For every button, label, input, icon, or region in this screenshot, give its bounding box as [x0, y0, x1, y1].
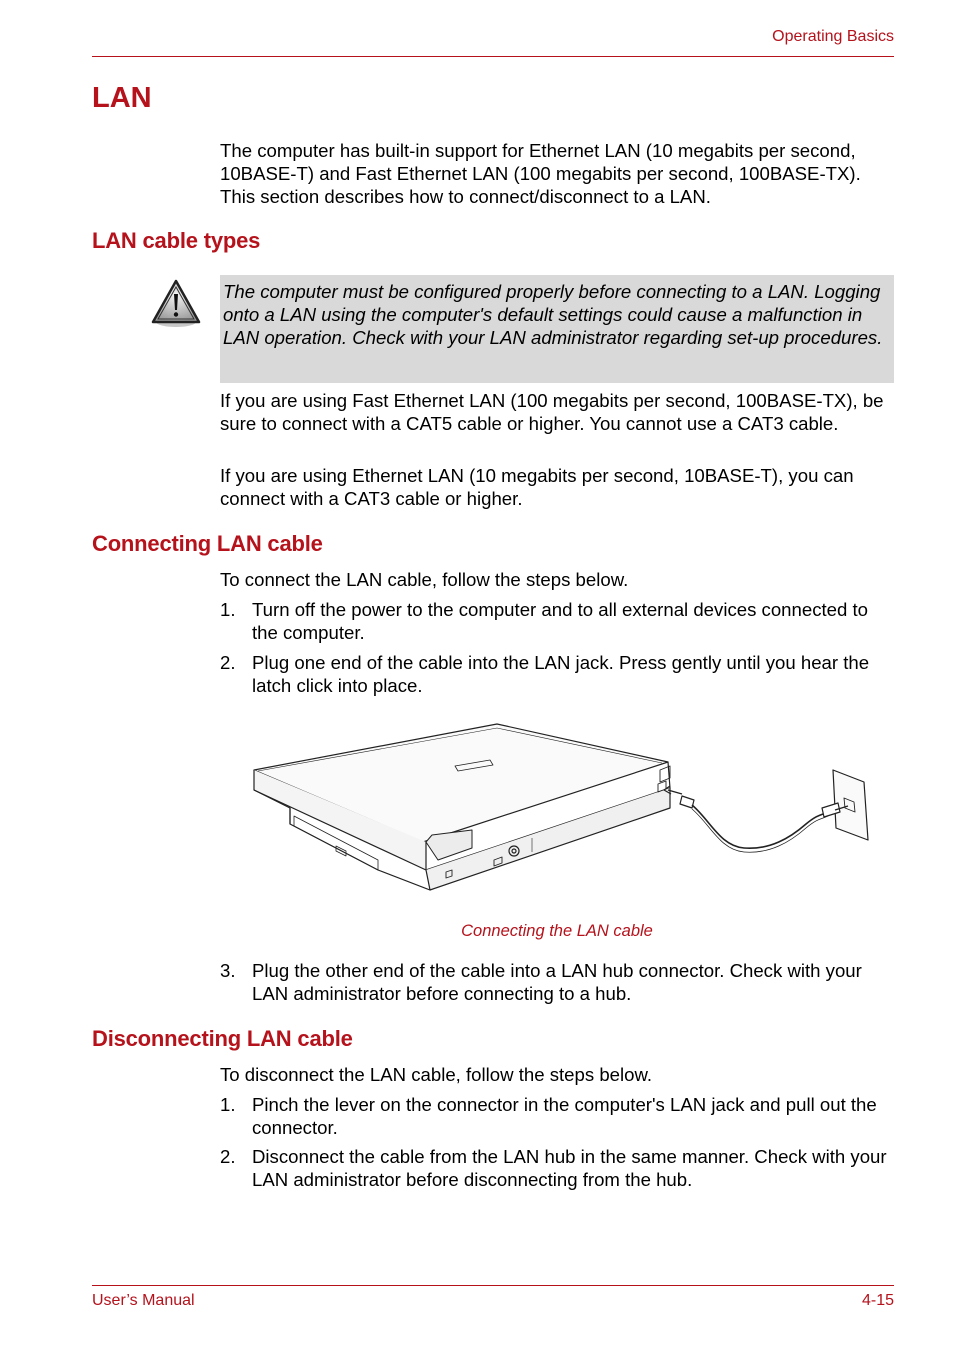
cable-types-text-2: If you are using Ethernet LAN (10 megabits per second, 10BASE-T), you can connect with a CAT3 cable or higher.	[220, 465, 854, 509]
warning-triangle-icon	[150, 278, 202, 330]
footer-manual-title: User’s Manual	[92, 1292, 195, 1309]
step-text: Disconnect the cable from the LAN hub in the same manner. Check with your LAN administrator before disconnecting from the hub.	[252, 1146, 887, 1190]
section-heading-disconnecting: Disconnecting LAN cable	[92, 1026, 353, 1051]
warning-note-box	[220, 275, 894, 383]
intro-paragraph	[220, 139, 900, 208]
step-number: 2.	[220, 652, 236, 673]
connect-step-3	[220, 959, 900, 1005]
lan-connection-illustration	[250, 720, 880, 910]
connecting-lead-text: To connect the LAN cable, follow the steps below.	[220, 569, 629, 590]
step-text: Pinch the lever on the connector in the computer's LAN jack and pull out the connector.	[252, 1094, 877, 1138]
disconnect-step-2	[220, 1145, 900, 1191]
footer-page-number: 4-15	[861, 1292, 894, 1309]
page-title: LAN	[92, 82, 152, 114]
connect-step-1	[220, 598, 900, 644]
step-text: Plug one end of the cable into the LAN jack. Press gently until you hear the latch click into place.	[252, 652, 870, 696]
intro-text: The computer has built-in support for Ethernet LAN (10 megabits per second, 10BASE-T) and Fast Ethernet LAN (100 megabits per second, 100BASE-TX). This section describes how to connect/disconnect to a LAN.	[220, 140, 861, 207]
connecting-lead	[220, 568, 900, 591]
cable-types-paragraph-2	[220, 464, 900, 510]
cable-types-paragraph-1	[220, 389, 900, 435]
warning-note-text: The computer must be configured properly before connecting to a LAN. Logging onto a LAN using the computer's default settings could cause a malfunction in LAN operation. Check with your LAN administrator regarding set-up procedures.	[223, 281, 883, 348]
step-text: Turn off the power to the computer and to all external devices connected to the computer.	[252, 599, 869, 643]
step-number: 1.	[220, 1094, 236, 1115]
header-rule	[92, 56, 894, 57]
step-text: Plug the other end of the cable into a LAN hub connector. Check with your LAN administrator before connecting to a hub.	[252, 960, 862, 1004]
footer-rule	[92, 1285, 894, 1286]
disconnecting-lead	[220, 1063, 900, 1086]
figure-caption: Connecting the LAN cable	[461, 922, 653, 940]
connect-step-2	[220, 651, 900, 697]
running-header: Operating Basics	[772, 28, 894, 45]
disconnecting-lead-text: To disconnect the LAN cable, follow the steps below.	[220, 1064, 653, 1085]
section-heading-cable-types: LAN cable types	[92, 228, 261, 253]
disconnect-step-1	[220, 1093, 900, 1139]
step-number: 1.	[220, 599, 236, 620]
section-heading-connecting: Connecting LAN cable	[92, 531, 323, 556]
cable-types-text-1: If you are using Fast Ethernet LAN (100 megabits per second, 100BASE-TX), be sure to connect with a CAT5 cable or higher. You cannot use a CAT3 cable.	[220, 390, 884, 434]
step-number: 3.	[220, 960, 236, 981]
step-number: 2.	[220, 1146, 236, 1167]
